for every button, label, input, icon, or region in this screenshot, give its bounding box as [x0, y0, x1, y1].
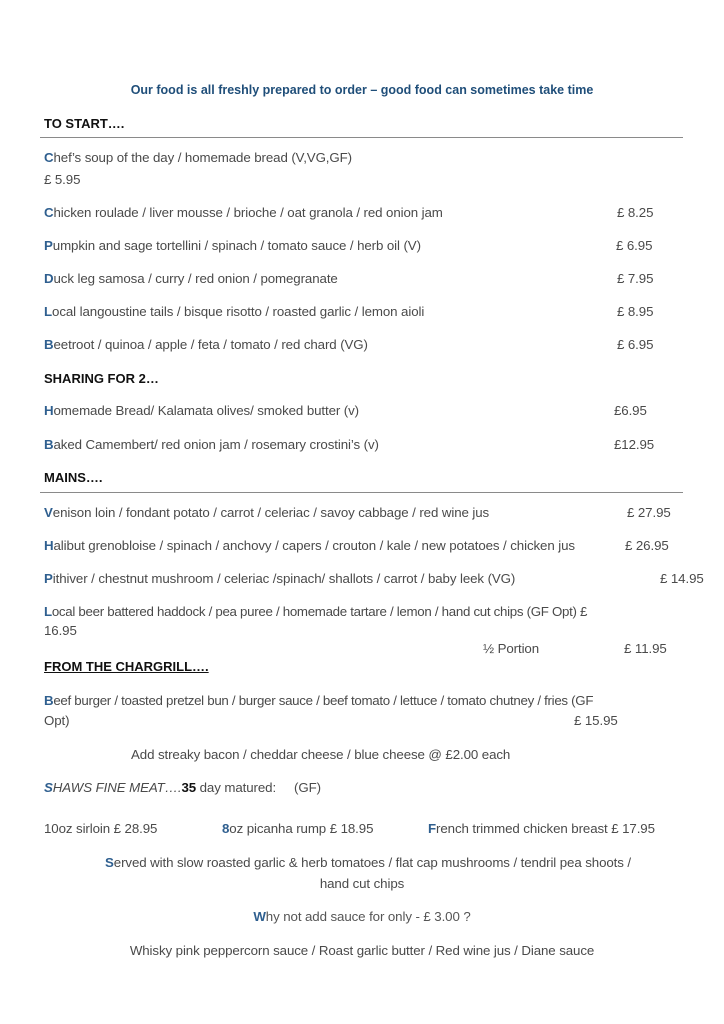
- menu-item-name: Local langoustine tails / bisque risotto / roasted garlic / lemon aioli: [44, 304, 425, 319]
- menu-item-price: 16.95: [44, 623, 77, 638]
- menu-item-price: £ 14.95: [660, 571, 704, 586]
- steak-item: 8oz picanha rump £ 18.95: [222, 821, 374, 836]
- menu-item-name: Pithiver / chestnut mushroom / celeriac /spinach/ shallots / carrot / baby leek (VG): [44, 571, 516, 586]
- shaws-days: 35: [181, 780, 197, 795]
- half-portion-label: ½ Portion: [483, 641, 540, 656]
- menu-item-price: £12.95: [614, 437, 655, 452]
- menu-item-price: £ 7.95: [617, 271, 654, 286]
- shaws-rest: day matured: (GF): [196, 780, 321, 795]
- menu-item-price: £ 26.95: [625, 538, 669, 553]
- menu-item-price: £ 27.95: [627, 505, 671, 520]
- shaws-name: SHAWS FINE MEAT….: [44, 780, 182, 795]
- burger-addons: Add streaky bacon / cheddar cheese / blue cheese @ £2.00 each: [131, 747, 511, 762]
- steak-item: French trimmed chicken breast £ 17.95: [428, 821, 655, 836]
- menu-item-price: £ 8.25: [617, 205, 654, 220]
- menu-item-name: Halibut grenobloise / spinach / anchovy / capers / crouton / kale / new potatoes / chicken jus: [44, 538, 575, 553]
- menu-item-name: Homemade Bread/ Kalamata olives/ smoked butter (v): [44, 403, 360, 418]
- tagline: Our food is all freshly prepared to order – good food can sometimes take time: [130, 83, 594, 97]
- section-heading-mains: MAINS….: [44, 470, 103, 485]
- menu-item-name: Local beer battered haddock / pea puree / homemade tartare / lemon / hand cut chips (GF Opt) £: [44, 604, 588, 619]
- divider: [40, 492, 683, 493]
- sauce-offer: Why not add sauce for only - £ 3.00 ?: [253, 909, 471, 924]
- menu-item-price: £ 6.95: [617, 337, 654, 352]
- menu-item-name: Duck leg samosa / curry / red onion / pomegranate: [44, 271, 338, 286]
- shaws-fine-meat-line: [44, 779, 321, 797]
- menu-item-price: £ 5.95: [44, 172, 81, 187]
- menu-item-name: Venison loin / fondant potato / carrot / celeriac / savoy cabbage / red wine jus: [44, 505, 490, 520]
- steak-item: 10oz sirloin £ 28.95: [44, 821, 158, 836]
- menu-item-name: Chef’s soup of the day / homemade bread (V,VG,GF): [44, 150, 352, 165]
- served-with-cont: hand cut chips: [319, 876, 405, 891]
- menu-item-name: Beetroot / quinoa / apple / feta / tomato / red chard (VG): [44, 337, 368, 352]
- menu-item-name: Chicken roulade / liver mousse / brioche / oat granola / red onion jam: [44, 205, 443, 220]
- menu-item-name-cont: Opt): [44, 713, 70, 728]
- menu-item-price: £6.95: [614, 403, 647, 418]
- menu-item-price: £ 8.95: [617, 304, 654, 319]
- half-portion-price: £ 11.95: [624, 641, 667, 656]
- menu-item-price: £ 6.95: [616, 238, 653, 253]
- section-heading-sharing: SHARING FOR 2…: [44, 371, 159, 386]
- menu-item-name: Baked Camembert/ red onion jam / rosemary crostini’s (v): [44, 437, 379, 452]
- section-heading-chargrill: FROM THE CHARGRILL….: [44, 659, 209, 674]
- divider: [40, 137, 683, 138]
- menu-item-name: Beef burger / toasted pretzel bun / burger sauce / beef tomato / lettuce / tomato chutney / fries (GF: [44, 693, 594, 708]
- menu-item-name: Pumpkin and sage tortellini / spinach / tomato sauce / herb oil (V): [44, 238, 421, 253]
- menu-item-price: £ 15.95: [574, 713, 618, 728]
- section-heading-to-start: TO START….: [44, 116, 125, 131]
- served-with: Served with slow roasted garlic & herb tomatoes / flat cap mushrooms / tendril pea shoots /: [105, 855, 631, 870]
- sauce-list: Whisky pink peppercorn sauce / Roast garlic butter / Red wine jus / Diane sauce: [129, 943, 595, 958]
